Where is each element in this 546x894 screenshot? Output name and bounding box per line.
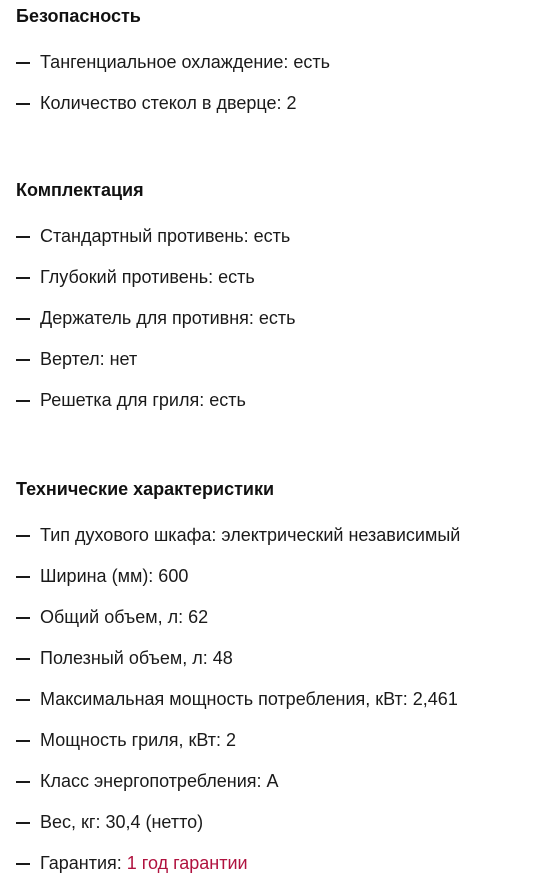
spec-item <box>16 92 546 133</box>
spec-item <box>16 647 546 688</box>
dash-icon <box>16 359 30 361</box>
dash-icon <box>16 277 30 279</box>
spec-item <box>16 307 546 348</box>
dash-icon <box>16 822 30 824</box>
dash-icon <box>16 699 30 701</box>
spec-text: Стандартный противень: есть <box>40 226 291 246</box>
spec-item <box>16 606 546 647</box>
spec-text: Тип духового шкафа: электрический независимый <box>40 525 461 545</box>
spec-text: Количество стекол в дверце: 2 <box>40 93 297 113</box>
spec-text: Ширина (мм): 600 <box>40 566 189 586</box>
section-title-tech: Технические характеристики <box>16 479 275 499</box>
spec-item <box>16 565 546 606</box>
spec-text: Максимальная мощность потребления, кВт: 2,461 <box>40 689 458 709</box>
spec-text: Решетка для гриля: есть <box>40 390 246 410</box>
dash-icon <box>16 740 30 742</box>
spec-text: Полезный объем, л: 48 <box>40 648 233 668</box>
dash-icon <box>16 318 30 320</box>
dash-icon <box>16 863 30 865</box>
spec-text: Держатель для противня: есть <box>40 308 296 328</box>
spec-item <box>16 729 546 770</box>
dash-icon <box>16 617 30 619</box>
dash-icon <box>16 535 30 537</box>
spec-text: Вертел: нет <box>40 349 138 369</box>
section-safety <box>16 5 546 133</box>
spec-item <box>16 266 546 307</box>
dash-icon <box>16 236 30 238</box>
spec-text: Глубокий противень: есть <box>40 267 255 287</box>
spec-item <box>16 348 546 389</box>
spec-item <box>16 225 546 266</box>
dash-icon <box>16 400 30 402</box>
spec-text <box>40 852 248 874</box>
dash-icon <box>16 576 30 578</box>
warranty-link[interactable]: 1 год гарантии <box>126 853 248 873</box>
spec-text: Мощность гриля, кВт: 2 <box>40 730 237 750</box>
warranty-label: Гарантия: <box>40 853 127 873</box>
spec-text: Вес, кг: 30,4 (нетто) <box>40 812 204 832</box>
spec-text: Общий объем, л: 62 <box>40 607 209 627</box>
dash-icon <box>16 781 30 783</box>
spec-list-safety <box>16 51 546 133</box>
spec-item <box>16 524 546 565</box>
spec-list-tech <box>16 524 546 893</box>
spec-text: Тангенциальное охлаждение: есть <box>40 52 330 72</box>
section-title-safety: Безопасность <box>16 6 141 26</box>
spec-item <box>16 389 546 430</box>
section-kit <box>16 179 546 430</box>
spec-list-kit <box>16 225 546 430</box>
spec-item <box>16 688 546 729</box>
section-title-kit: Комплектация <box>16 180 144 200</box>
spec-item-warranty <box>16 852 546 893</box>
dash-icon <box>16 103 30 105</box>
spec-item <box>16 811 546 852</box>
spec-text: Класс энергопотребления: A <box>40 771 279 791</box>
dash-icon <box>16 658 30 660</box>
dash-icon <box>16 62 30 64</box>
spec-item <box>16 51 546 92</box>
section-tech <box>16 478 546 893</box>
spec-item <box>16 770 546 811</box>
